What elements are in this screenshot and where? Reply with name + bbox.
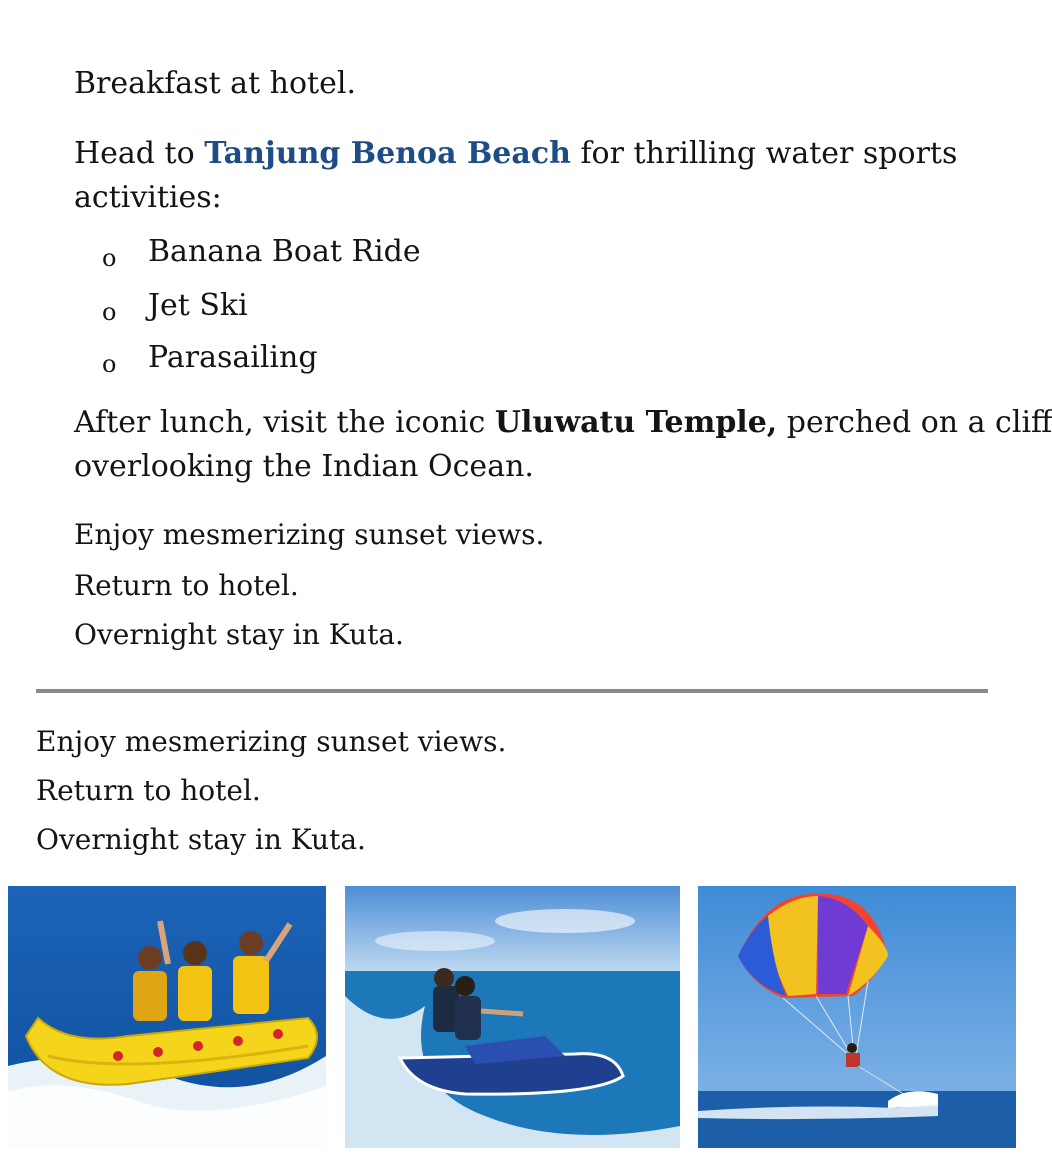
parasailing-photo [698,886,1016,1148]
bullet-icon: o [102,244,117,272]
uluwatu-temple: Uluwatu Temple, [494,405,778,440]
temple-post: perched on a cliff [777,405,1052,440]
beach-intro-cont: activities: [74,180,222,215]
divider [36,689,988,693]
sunset-text: Enjoy mesmerizing sunset views. [74,518,545,551]
repeat-overnight-text: Overnight stay in Kuta. [36,823,366,856]
list-item: Parasailing [148,340,318,375]
bullet-icon: o [102,350,117,378]
banana-boat-photo [8,886,326,1148]
repeat-sunset-text: Enjoy mesmerizing sunset views. [36,725,507,758]
jet-ski-photo [345,886,680,1148]
tanjung-benoa-link[interactable]: Tanjung Benoa Beach [204,136,571,171]
temple-text-cont: overlooking the Indian Ocean. [74,449,534,484]
repeat-return-text: Return to hotel. [36,774,261,807]
beach-intro-pre: Head to [74,136,205,171]
temple-text [74,401,1052,445]
overnight-text: Overnight stay in Kuta. [74,618,404,651]
temple-pre: After lunch, visit the iconic [74,405,495,440]
list-item: Jet Ski [148,288,248,323]
beach-intro [74,132,957,176]
return-text: Return to hotel. [74,569,299,602]
list-item: Banana Boat Ride [148,234,421,269]
bullet-icon: o [102,298,117,326]
beach-intro-post: for thrilling water sports [570,136,958,171]
breakfast-text: Breakfast at hotel. [74,66,356,101]
